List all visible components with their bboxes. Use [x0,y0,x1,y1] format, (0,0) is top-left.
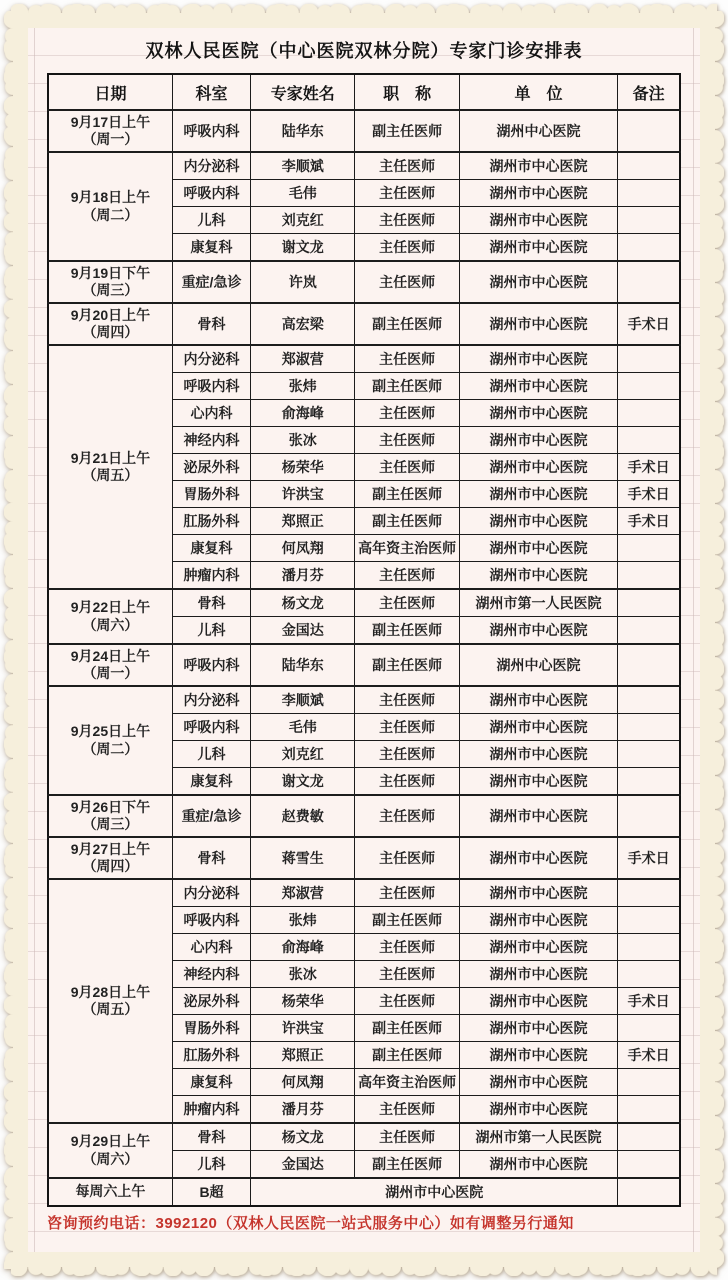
title-cell: 主任医师 [355,1123,459,1151]
booking-phone-note: 咨询预约电话：3992120（双林人民医院一站式服务中心）如有调整另行通知 [47,1215,574,1232]
date-text: 9月29日上午 [70,1133,151,1149]
note-cell [618,400,680,427]
schedule-table [47,73,681,1207]
title-cell: 主任医师 [355,400,459,427]
note-cell [618,427,680,454]
doctor-cell: 何凤翔 [251,1069,355,1096]
dept-cell: 重症/急诊 [172,261,250,303]
header-date: 日期 [48,74,172,110]
org-cell: 湖州市中心医院 [459,988,618,1015]
title-cell: 主任医师 [355,427,459,454]
header-doctor-name: 专家姓名 [251,74,355,110]
date-cell [48,879,172,1123]
doctor-cell: 张冰 [251,427,355,454]
note-cell [618,1151,680,1179]
note-cell [618,617,680,645]
weekday-text: （周六） [82,616,139,633]
date-cell [48,303,172,345]
title-cell: 主任医师 [355,768,459,796]
doctor-cell: 张炜 [251,373,355,400]
note-cell [618,795,680,837]
dept-cell: 泌尿外科 [172,988,250,1015]
org-cell: 湖州市中心医院 [459,373,618,400]
dept-cell: 呼吸内科 [172,714,250,741]
weekday-text: （周三） [82,816,139,832]
dept-cell: 肛肠外科 [172,508,250,535]
note-cell [618,1123,680,1151]
note-cell [618,741,680,768]
doctor-cell: 郑淑营 [251,879,355,907]
schedule-row [48,1178,680,1206]
org-cell: 湖州市中心医院 [459,934,618,961]
header-row [48,74,680,110]
spreadsheet-sheet [28,28,700,1252]
title-cell: 高年资主治医师 [355,535,459,562]
title-cell: 主任医师 [355,741,459,768]
note-cell [618,589,680,617]
date-text: 9月21日上午 [70,449,151,466]
doctor-cell: 赵费敏 [251,795,355,837]
date-cell [48,261,172,303]
date-cell [48,795,172,837]
org-cell: 湖州市中心医院 [459,961,618,988]
note-cell: 手术日 [618,481,680,508]
note-cell [618,907,680,934]
doctor-cell: 许洪宝 [251,481,355,508]
note-cell [618,686,680,714]
org-cell: 湖州市中心医院 [459,768,618,796]
org-cell: 湖州市中心医院 [459,686,618,714]
doctor-cell: 刘克红 [251,207,355,234]
note-cell [618,535,680,562]
date-text: 每周六上午 [75,1183,146,1200]
weekday-text: （周四） [82,324,139,340]
date-text: 9月18日上午 [70,189,151,205]
dept-cell: 肛肠外科 [172,1042,250,1069]
note-cell [618,234,680,262]
org-cell: 湖州市中心医院 [459,1069,618,1096]
date-text: 9月26日下午 [70,798,151,815]
dept-cell: 内分泌科 [172,345,250,373]
title-cell: 主任医师 [355,454,459,481]
date-text: 9月20日上午 [70,306,151,323]
dept-cell: 康复科 [172,1069,250,1096]
header-remarks: 备注 [618,74,680,110]
note-cell: 手术日 [618,454,680,481]
title-cell: 副主任医师 [355,303,459,345]
note-cell [618,768,680,796]
schedule-row [48,110,680,152]
doctor-cell: 张冰 [251,961,355,988]
schedule-row [48,686,680,714]
org-cell: 湖州市第一人民医院 [459,589,618,617]
doctor-cell: 李顺斌 [251,686,355,714]
doctor-cell: 张炜 [251,907,355,934]
org-cell: 湖州市中心医院 [459,1151,618,1179]
deckle-edge-bottom [11,1267,717,1276]
doctor-cell: 李顺斌 [251,152,355,180]
dept-cell: 儿科 [172,617,250,645]
dept-cell: 儿科 [172,207,250,234]
org-cell: 湖州市中心医院 [459,1015,618,1042]
note-cell [618,879,680,907]
title-cell: 副主任医师 [355,508,459,535]
dept-cell: 呼吸内科 [172,907,250,934]
title-cell: 主任医师 [355,934,459,961]
dept-cell: 呼吸内科 [172,373,250,400]
note-cell: 手术日 [618,837,680,879]
doctor-cell: 金国达 [251,617,355,645]
schedule-row [48,261,680,303]
weekday-text: （周二） [82,206,139,223]
org-cell: 湖州市中心医院 [459,617,618,645]
dept-cell: 骨科 [172,837,250,879]
doctor-cell: 高宏梁 [251,303,355,345]
dept-cell: 重症/急诊 [172,795,250,837]
org-cell: 湖州市中心医院 [459,481,618,508]
title-cell: 主任医师 [355,234,459,262]
dept-cell: 骨科 [172,303,250,345]
date-text: 9月22日上午 [70,599,151,615]
dept-cell: 内分泌科 [172,686,250,714]
doctor-cell: 毛伟 [251,180,355,207]
title-cell: 主任医师 [355,879,459,907]
schedule-row [48,837,680,879]
date-text: 9月19日下午 [70,264,151,281]
doctor-cell: 俞海峰 [251,934,355,961]
title-cell: 副主任医师 [355,481,459,508]
doctor-cell: 谢文龙 [251,768,355,796]
header-organization: 单 位 [459,74,618,110]
dept-cell: 神经内科 [172,427,250,454]
note-cell [618,207,680,234]
title-cell: 副主任医师 [355,373,459,400]
org-cell-merged: 湖州市中心医院 [251,1178,618,1206]
org-cell: 湖州市中心医院 [459,741,618,768]
org-cell: 湖州市中心医院 [459,207,618,234]
deckle-edge-left [4,11,13,1269]
header-job-title: 职 称 [355,74,459,110]
title-cell: 主任医师 [355,562,459,590]
org-cell: 湖州市中心医院 [459,907,618,934]
doctor-cell: 杨荣华 [251,454,355,481]
doctor-cell: 陆华东 [251,644,355,686]
note-cell [618,110,680,152]
note-cell: 手术日 [618,508,680,535]
org-cell: 湖州市中心医院 [459,427,618,454]
dept-cell: 康复科 [172,768,250,796]
schedule-row [48,1123,680,1151]
title-cell: 主任医师 [355,795,459,837]
doctor-cell: 郑照正 [251,508,355,535]
note-cell: 手术日 [618,1042,680,1069]
schedule-row [48,303,680,345]
dept-cell: B超 [172,1178,250,1206]
org-cell: 湖州市中心医院 [459,400,618,427]
title-cell: 主任医师 [355,180,459,207]
note-cell [618,1178,680,1206]
doctor-cell: 潘月芬 [251,1096,355,1124]
weekday-text: （周三） [82,282,139,298]
org-cell: 湖州市中心医院 [459,261,618,303]
date-cell [48,837,172,879]
note-cell [618,562,680,590]
doctor-cell: 郑照正 [251,1042,355,1069]
schedule-row [48,152,680,180]
weekday-text: （周一） [82,665,139,681]
date-cell [48,110,172,152]
doctor-cell: 杨文龙 [251,1123,355,1151]
title-cell: 主任医师 [355,1096,459,1124]
title-cell: 主任医师 [355,589,459,617]
title-cell: 主任医师 [355,345,459,373]
title-cell: 副主任医师 [355,907,459,934]
dept-cell: 呼吸内科 [172,110,250,152]
org-cell: 湖州中心医院 [459,644,618,686]
title-cell: 主任医师 [355,686,459,714]
note-cell [618,152,680,180]
dept-cell: 心内科 [172,400,250,427]
doctor-cell: 蒋雪生 [251,837,355,879]
org-cell: 湖州市中心医院 [459,454,618,481]
weekday-text: （周五） [82,467,139,483]
title-cell: 副主任医师 [355,617,459,645]
date-cell [48,1178,172,1206]
org-cell: 湖州市中心医院 [459,508,618,535]
title-cell: 副主任医师 [355,1151,459,1179]
org-cell: 湖州市中心医院 [459,180,618,207]
org-cell: 湖州市中心医院 [459,1096,618,1124]
dept-cell: 肿瘤内科 [172,562,250,590]
doctor-cell: 何凤翔 [251,535,355,562]
dept-cell: 呼吸内科 [172,180,250,207]
doctor-cell: 俞海峰 [251,400,355,427]
doctor-cell: 许洪宝 [251,1015,355,1042]
note-cell [618,1069,680,1096]
dept-cell: 儿科 [172,1151,250,1179]
deckle-edge-right [715,11,724,1269]
doctor-cell: 毛伟 [251,714,355,741]
date-text: 9月28日上午 [70,983,151,1000]
date-cell [48,686,172,795]
schedule-row [48,345,680,373]
dept-cell: 内分泌科 [172,879,250,907]
weekday-text: （周六） [82,1150,139,1167]
date-cell [48,589,172,644]
title-cell: 主任医师 [355,837,459,879]
dept-cell: 内分泌科 [172,152,250,180]
title-cell: 高年资主治医师 [355,1069,459,1096]
note-cell: 手术日 [618,988,680,1015]
org-cell: 湖州市中心医院 [459,1042,618,1069]
title-cell: 副主任医师 [355,110,459,152]
dept-cell: 神经内科 [172,961,250,988]
header-department: 科室 [172,74,250,110]
note-cell [618,934,680,961]
org-cell: 湖州市中心医院 [459,234,618,262]
schedule-body [48,110,680,1206]
note-cell [618,261,680,303]
org-cell: 湖州市第一人民医院 [459,1123,618,1151]
note-cell [618,961,680,988]
title-cell: 副主任医师 [355,1015,459,1042]
date-cell [48,1123,172,1178]
org-cell: 湖州市中心医院 [459,345,618,373]
doctor-cell: 金国达 [251,1151,355,1179]
note-cell [618,644,680,686]
date-cell [48,345,172,589]
schedule-row [48,795,680,837]
weekday-text: （周四） [82,858,139,874]
title-cell: 主任医师 [355,207,459,234]
org-cell: 湖州市中心医院 [459,714,618,741]
page-title: 双林人民医院（中心医院双林分院）专家门诊安排表 [145,41,583,61]
weekday-text: （周二） [82,740,139,757]
note-cell [618,1096,680,1124]
doctor-cell: 郑淑营 [251,345,355,373]
note-cell [618,345,680,373]
org-cell: 湖州市中心医院 [459,303,618,345]
org-cell: 湖州市中心医院 [459,795,618,837]
note-cell: 手术日 [618,303,680,345]
dept-cell: 胃肠外科 [172,481,250,508]
dept-cell: 儿科 [172,741,250,768]
org-cell: 湖州市中心医院 [459,152,618,180]
weekday-text: （周一） [82,131,139,147]
dept-cell: 泌尿外科 [172,454,250,481]
dept-cell: 骨科 [172,589,250,617]
doctor-cell: 杨文龙 [251,589,355,617]
dept-cell: 肿瘤内科 [172,1096,250,1124]
date-text: 9月17日上午 [70,113,151,130]
date-text: 9月25日上午 [70,723,151,739]
doctor-cell: 潘月芬 [251,562,355,590]
org-cell: 湖州市中心医院 [459,837,618,879]
note-cell [618,373,680,400]
dept-cell: 康复科 [172,535,250,562]
date-cell [48,152,172,261]
note-cell [618,180,680,207]
dept-cell: 呼吸内科 [172,644,250,686]
weekday-text: （周五） [82,1001,139,1017]
org-cell: 湖州市中心医院 [459,879,618,907]
dept-cell: 骨科 [172,1123,250,1151]
title-cell: 主任医师 [355,961,459,988]
org-cell: 湖州市中心医院 [459,535,618,562]
title-cell: 副主任医师 [355,644,459,686]
org-cell: 湖州中心医院 [459,110,618,152]
date-text: 9月27日上午 [70,840,151,857]
schedule-row [48,644,680,686]
deckle-edge-top [11,4,717,13]
paper-background [13,13,715,1267]
doctor-cell: 许岚 [251,261,355,303]
title-cell: 副主任医师 [355,1042,459,1069]
dept-cell: 康复科 [172,234,250,262]
doctor-cell: 杨荣华 [251,988,355,1015]
title-cell: 主任医师 [355,261,459,303]
date-text: 9月24日上午 [70,647,151,664]
dept-cell: 胃肠外科 [172,1015,250,1042]
title-cell: 主任医师 [355,714,459,741]
org-cell: 湖州市中心医院 [459,562,618,590]
title-cell: 主任医师 [355,988,459,1015]
doctor-cell: 谢文龙 [251,234,355,262]
note-cell [618,1015,680,1042]
note-cell [618,714,680,741]
doctor-cell: 陆华东 [251,110,355,152]
doctor-cell: 刘克红 [251,741,355,768]
date-cell [48,644,172,686]
dept-cell: 心内科 [172,934,250,961]
schedule-row [48,589,680,617]
title-cell: 主任医师 [355,152,459,180]
schedule-row [48,879,680,907]
